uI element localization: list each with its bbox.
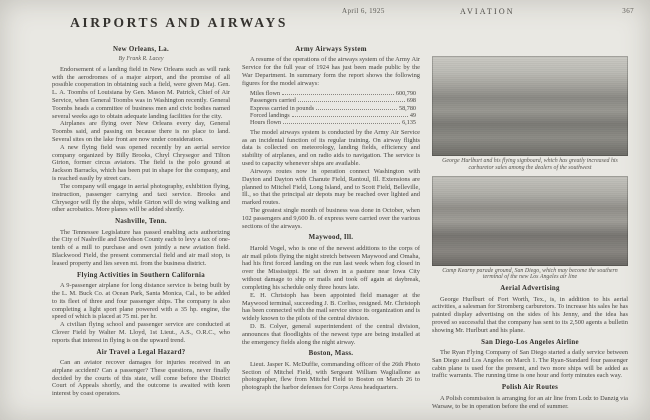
running-head-folio: 367 <box>622 7 634 15</box>
paragraph: Endorsement of a landing field in New Orleans such as will rank with the aerodromes of a major airport, and the promise of all possible cooperation in obtaining such a field, were given Maj. Gen. L. A. Toombs of Louisiana by Gen. Mason M. Patrick, Chief of Air Service, when General Toombs was in Washington recently. General Toombs heads a committee of business men and civic bodies named several weeks ago to obtain adequate landing facilities for the city. <box>52 65 230 120</box>
section-heading-legal-hazard: Air Travel a Legal Hazard? <box>96 348 186 356</box>
paragraph: D. B. Colyer, general superintendent of the central division, announces that floodlights of the newest type are being installed at the emergency fields along the night airway. <box>242 322 420 346</box>
aerial-photo-bottom <box>432 176 628 266</box>
paragraph: The model airways system is conducted by the Army Air Service as an incidental function of its regular training. On airway flights data is collected on meteorology, landing fields, efficiency and stability of airplanes, and on radio aids to navigation. The service is used to capacity whenever ships are available. <box>242 128 420 168</box>
section-heading-new-orleans: New Orleans, La. <box>112 46 170 53</box>
section-heading-nashville: Nashville, Tenn. <box>115 218 167 226</box>
airways-statistics-table <box>250 90 416 127</box>
stat-label: Hours flown <box>250 119 282 127</box>
running-head-date: April 6, 1925 <box>342 7 385 15</box>
stat-row <box>250 119 416 126</box>
section-heading-polish-air-routes: Polish Air Routes <box>501 384 559 392</box>
stat-value: 698 <box>406 97 416 105</box>
stat-row <box>250 112 416 119</box>
paragraph: A 9-passenger airplane for long distance service is being built by the L. M. Buck Co. at Ocean Park, Santa Monica, Cal., to be added to its fleet of three and four passenger ships. The company is also completing a light sport plane powered with a 35 hp. engine, the speed of which is placed at 75 mi. per hr. <box>52 282 230 321</box>
dot-leader <box>282 94 394 95</box>
paragraph: A civilian flying school and passenger service are conducted at Clover Field by Walter M. Lloyd, 1st Lieut., A.S., O.R.C., who reports that interest in flying is on the upward trend. <box>52 321 230 344</box>
paragraph: The company will engage in aerial photography, exhibition flying, instruction, passenger carrying and taxi service. Brooks and Chrysegor will fly the ships, while Girton will do wing walking and other acrobatics. More planes will be added shortly. <box>52 182 230 214</box>
stat-label: Passengers carried <box>250 97 296 105</box>
paragraph: Airplanes are flying over New Orleans every day, General Toombs said, and passing on because there is no place to land. Several sites on the lake front are now under consideration. <box>52 120 230 144</box>
stat-row <box>250 97 416 104</box>
stat-label: Miles flown <box>250 89 281 97</box>
column-left <box>52 46 230 414</box>
dot-leader <box>316 109 397 110</box>
byline: By Frank R. Lacey <box>118 56 164 63</box>
section-heading-army-airways: Army Airways System <box>295 46 367 53</box>
paragraph: The Ryan Flying Company of San Diego started a daily service between San Diego and Los Angeles on March 1. The Ryan-Standard four passenger cabin plane is used for the present, and two more ships will be added as traffic warrants. The running time is one hour and forty minutes each way. <box>432 349 628 380</box>
paragraph: George Hurlburt of Fort Worth, Tex., is, in addition to his aerial activities, a salesman for Stromberg carburetors. To increase his sales he has painted display advertising on the sides of his Jenny, and the idea has proved so successful that the company has sent to its 2,500 agents a bulletin showing Mr. Hurlburt and his plane. <box>432 295 628 334</box>
column-right <box>432 56 628 414</box>
stat-label: Express carried in pounds <box>250 104 315 112</box>
section-heading-maywood: Maywood, Ill. <box>308 234 354 242</box>
department-title: AIRPORTS AND AIRWAYS <box>70 15 288 30</box>
stat-value: 600,790 <box>395 89 416 97</box>
paragraph: A resume of the operations of the airways system of the Army Air Service for the full year of 1924 has just been made public by the War Department. In summary form the report shows the following figures for the model airways: <box>242 56 420 87</box>
running-head-journal: AVIATION <box>460 7 515 16</box>
paragraph: Can an aviator recover damages for injuries received in an airplane accident? Can a passenger? These questions, never finally decided by the courts of this state, will come before the District Court of Appeals shortly, and the outcome is awaited with keen interest by coast operators. <box>52 359 230 398</box>
stat-value: 6,135 <box>402 119 416 127</box>
stat-label: Forced landings <box>250 111 290 119</box>
photo-caption: George Hurlburt and his flying signboard, which has greatly increased his carburetor sales among the dealers of the southwest <box>442 158 618 171</box>
paragraph: Lieut. Jasper K. McDuffie, commanding officer of the 26th Photo Section of Mitchel Field, with Sergeant William Wagliallone as photographer, flew from Mitchel Field to Boston on March 26 to photograph the harbor defenses for Corps Area headquarters. <box>242 360 420 392</box>
paragraph: E. H. Christoph has been appointed field manager at the Maywood terminal, succeeding J. B. Corliss, resigned. Mr. Christoph has been connected with the mail service since its organization and is widely known to the pilots of the central division. <box>242 291 420 323</box>
dot-leader <box>283 123 400 124</box>
photo-caption: Camp Kearny parade ground, San Diego, which may become the southern terminal of the new Los Angeles air line <box>442 267 618 281</box>
dot-leader <box>292 116 408 117</box>
stat-value: 58,780 <box>398 104 416 112</box>
stat-value: 49 <box>409 111 416 119</box>
section-heading-southern-california: Flying Activities in Southern California <box>77 271 205 279</box>
section-heading-san-diego-airline: San Diego-Los Angeles Airline <box>481 338 579 346</box>
paragraph: The Tennessee Legislature has passed enabling acts authorizing the City of Nashville and Davidson County each to levy a tax of one-tenth of a mill to purchase and own jointly a new aviation field. Blackwood Field, the present commercial field and air mail stop, is leased property and lies seven mi. from the business district. <box>52 228 230 267</box>
stat-row <box>250 105 416 112</box>
aerial-photo-top <box>432 56 628 156</box>
paragraph: A new flying field was opened recently by an aerial service company organized by Billy Brooks, Chryl Chrysegor and Tilton Girton, former circus aviators. The field is the polo ground at Jackson Barracks, which has been put in shape for the company, and is reached easily by street cars. <box>52 143 230 183</box>
paragraph: A Polish commission is arranging for an air line from Lodz to Danzig via Warsaw, to be in operation before the end of summer. <box>432 394 628 410</box>
stat-row <box>250 90 416 97</box>
paragraph: Airways routes now in operation connect Washington with Dayton and Dayton with Chanute Field, Rantoul, Ill. Extensions are planned to Mitchel Field, Long Island, and to Scott Field, Belleville, Ill., so that the principal air depots may be reached over lighted and marked routes. <box>242 167 420 207</box>
column-middle <box>242 46 420 414</box>
paragraph: Harold Vogel, who is one of the newest additions to the corps of air mail pilots flying the night stretch between Maywood and Omaha, had his first forced landing on the run last week when fog closed in over the Mississippi. He sat down in a pasture near Iowa City without damage to ship or mails and took off again at daybreak, completing his schedule only three hours late. <box>242 244 420 291</box>
dot-leader <box>298 101 405 102</box>
section-heading-aerial-advertising: Aerial Advertising <box>500 285 560 293</box>
paragraph: The greatest single month of business was done in October, when 102 passengers and 9,600 lb. of express were carried over the various sections of the airways. <box>242 206 420 230</box>
section-heading-boston: Boston, Mass. <box>308 350 354 358</box>
